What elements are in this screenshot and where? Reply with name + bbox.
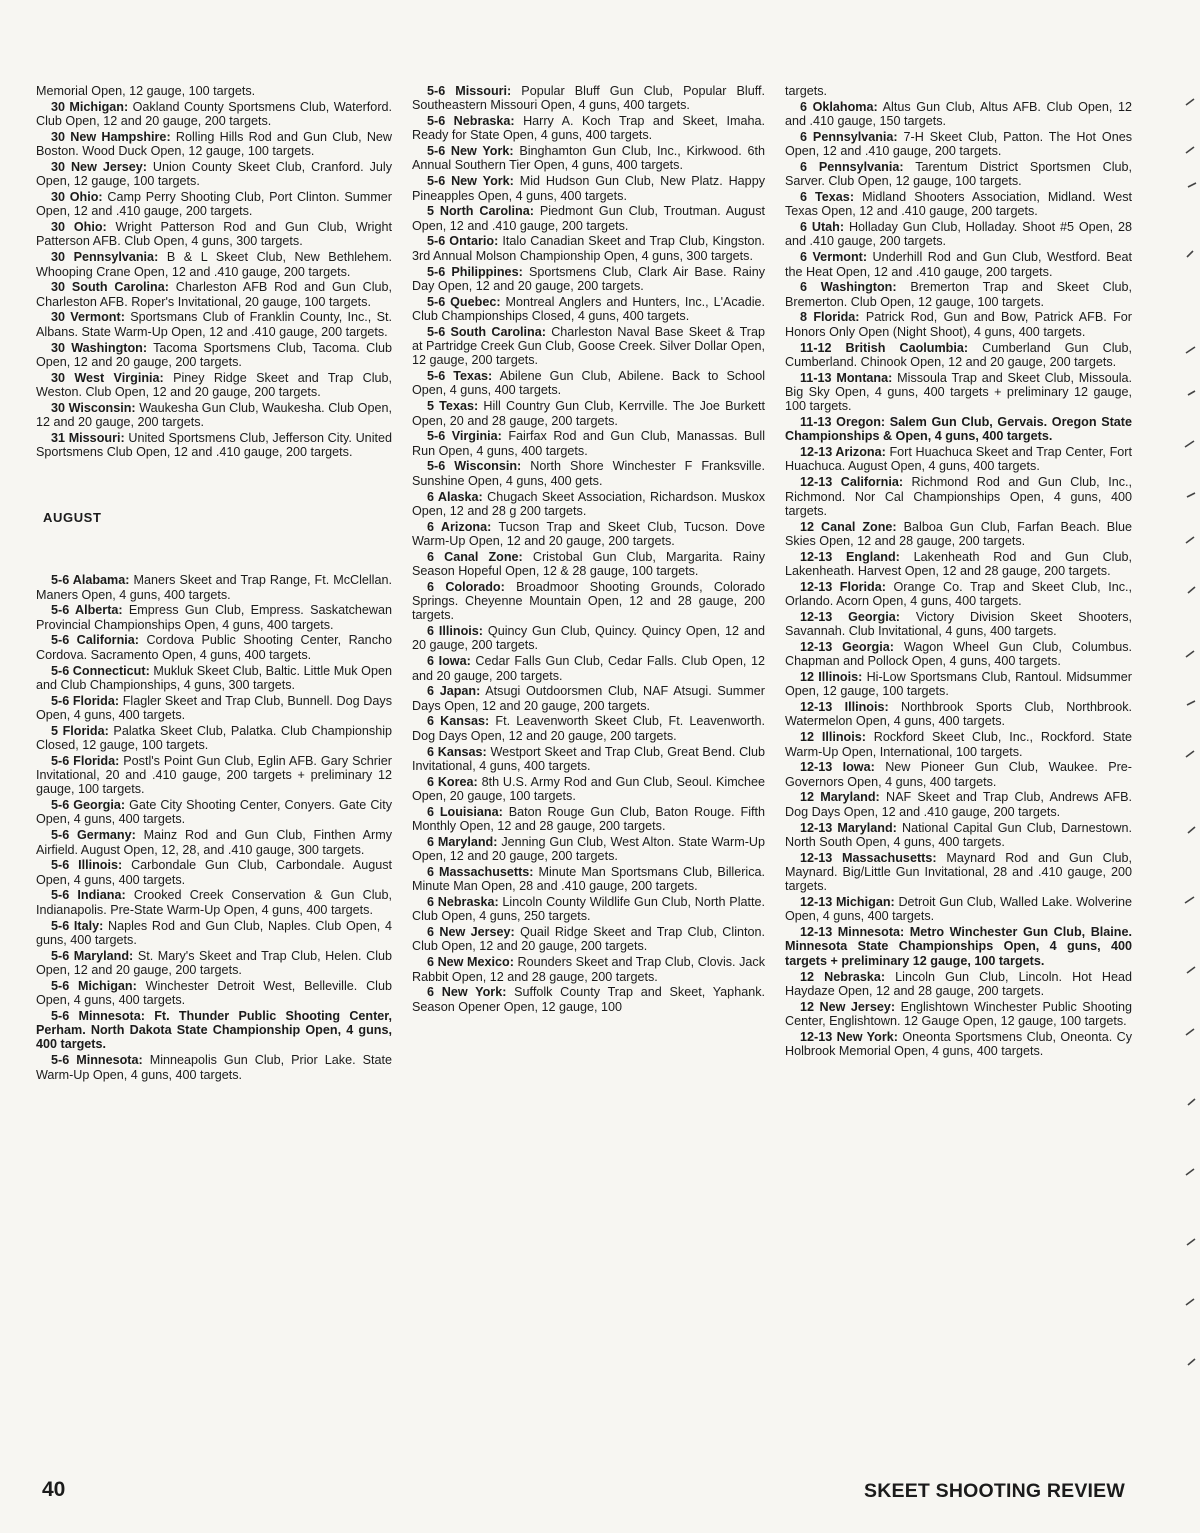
listing-date-state: 6 Pennsylvania:: [800, 159, 904, 174]
listing-date-state: 12-13 Massachusetts:: [800, 850, 937, 865]
shoot-listing: [412, 805, 765, 834]
shoot-listing: [785, 520, 1132, 549]
listing-details: Detroit Gun Club, Walled Lake. Wolverine Open, 4 guns, 400 targets.: [785, 895, 1133, 924]
listing-date-state: 5-6 New York:: [427, 144, 514, 159]
listing-details: Lincoln County Wildlife Gun Club, North Platte. Club Open, 4 guns, 250 targets.: [412, 895, 765, 924]
listing-details: Suffolk County Trap and Skeet, Yaphank. Season Opener Open, 12 gauge, 100: [412, 985, 765, 1014]
listing-details: Maynard Rod and Gun Club, Maynard. Big/Little Gun Invitational, 28 and .410 gauge, 200 targets.: [785, 850, 1133, 894]
shoot-listing: [36, 84, 392, 98]
listing-date-state: 30 Wisconsin:: [51, 400, 136, 415]
listing-details: Carbondale Gun Club, Carbondale. August Open, 4 guns, 400 targets.: [36, 858, 393, 887]
listing-date-state: 30 Michigan:: [51, 99, 129, 114]
shoot-listing: [36, 888, 392, 917]
listing-details: Mukluk Skeet Club, Baltic. Little Muk Open and Club Championships, 4 guns, 300 targets.: [36, 663, 392, 692]
shoot-listing: [785, 760, 1132, 789]
shoot-listing: [36, 160, 392, 189]
listing-date-state: 6 New Jersey:: [427, 925, 515, 940]
shoot-listing: [785, 250, 1132, 279]
listing-date-state: 6 Texas:: [800, 190, 855, 205]
listing-details: Ft. Leavenworth Skeet Club, Ft. Leavenworth. Dog Days Open, 12 and 20 gauge, 200 targets.: [412, 714, 765, 743]
listing-column-right: [785, 84, 1132, 1060]
listing-details: Minute Man Sportsmans Club, Billerica. Minute Man Open, 28 and .410 gauge, 200 targets.: [412, 864, 766, 894]
listing-date-state: 12 Maryland:: [800, 790, 880, 805]
listing-details: Cumberland Gun Club, Cumberland. Chinook Open, 12 and 20 gauge, 200 targets.: [785, 340, 1132, 369]
listing-details: Cordova Public Shooting Center, Rancho Cordova. Sacramento Open, 4 guns, 400 targets.: [36, 633, 392, 662]
shoot-listing: [412, 955, 765, 984]
magazine-title: SKEET SHOOTING REVIEW: [864, 1480, 1125, 1502]
listing-date-state: 12-13 New York:: [800, 1029, 898, 1044]
shoot-listing: [412, 925, 765, 954]
listing-date-state: 12-13 Georgia:: [800, 609, 900, 624]
shoot-listing: [36, 190, 392, 219]
listing-details: Winchester Detroit West, Belleville. Club Open, 4 guns, 400 targets.: [36, 978, 392, 1008]
listing-date-state: 5-6 Maryland:: [51, 948, 134, 963]
listing-details: Popular Bluff Gun Club, Popular Bluff. Southeastern Missouri Open, 4 guns, 400 targets.: [412, 84, 765, 113]
shoot-listing: [412, 520, 765, 549]
listing-date-state: 6 New York:: [427, 985, 507, 1000]
shoot-listing: [36, 798, 392, 827]
listing-details: Lakenheath Rod and Gun Club, Lakenheath. Harvest Open, 12 and 28 gauge, 200 targets.: [785, 549, 1132, 578]
listing-details: Tarentum District Sportsmen Club, Sarver. Club Open, 12 gauge, 100 targets.: [785, 159, 1133, 189]
listing-details: Cedar Falls Gun Club, Cedar Falls. Club Open, 12 and 20 gauge, 200 targets.: [412, 654, 765, 683]
listing-details: Rockford Skeet Club, Inc., Rockford. State Warm-Up Open, International, 100 targets.: [785, 730, 1133, 759]
listing-date-state: 30 Pennsylvania:: [51, 250, 159, 265]
listing-date-state: 12-13 Arizona:: [800, 445, 886, 460]
shoot-listing: [412, 654, 765, 683]
listing-date-state: 11-13 Oregon:: [800, 415, 886, 430]
shoot-listing: [36, 401, 392, 430]
listing-date-state: 12-13 England:: [800, 549, 900, 564]
listing-details: Montreal Anglers and Hunters, Inc., L'Acadie. Club Championships Closed, 4 guns, 400 targets.: [412, 294, 766, 323]
page-number: 40: [42, 1478, 66, 1501]
shoot-listing: [785, 280, 1132, 309]
shoot-listing: [36, 603, 392, 632]
listing-date-state: 12 Illinois:: [800, 670, 863, 685]
listing-date-state: 5-6 Nebraska:: [427, 114, 515, 129]
listing-date-state: 30 Vermont:: [51, 310, 125, 325]
listing-details: Englishtown Winchester Public Shooting Center, Englishtown. 12 Gauge Open, 12 gauge, 100 targets.: [785, 999, 1132, 1028]
listing-date-state: 6 Illinois:: [427, 624, 483, 639]
listing-details: 8th U.S. Army Rod and Gun Club, Seoul. Kimchee Open, 20 gauge, 100 targets.: [412, 774, 765, 803]
shoot-listing: [36, 858, 392, 887]
listing-details: Jenning Gun Club, West Alton. State Warm-Up Open, 12 and 20 gauge, 200 targets.: [412, 834, 765, 864]
shoot-listing: [412, 684, 765, 713]
listing-details: Palatka Skeet Club, Palatka. Club Championship Closed, 12 gauge, 100 targets.: [36, 723, 392, 752]
shoot-listing: [785, 310, 1132, 339]
listing-date-state: 6 Nebraska:: [427, 895, 499, 910]
listing-details: Waukesha Gun Club, Waukesha. Club Open, 12 and 20 gauge, 200 targets.: [36, 400, 392, 430]
shoot-listing: [785, 160, 1132, 189]
shoot-listing: [785, 1030, 1132, 1059]
listing-date-state: 5-6 Texas:: [427, 369, 493, 384]
listing-date-state: 6 Colorado:: [427, 579, 505, 594]
listing-date-state: 5-6 Minnesota:: [51, 1053, 143, 1068]
shoot-listing: [412, 399, 765, 428]
listing-details: Atsugi Outdoorsmen Club, NAF Atsugi. Summer Days Open, 12 and 20 gauge, 200 targets.: [412, 684, 765, 713]
listing-date-state: 5-6 South Carolina:: [427, 324, 546, 339]
listing-date-state: 6 Washington:: [800, 280, 897, 295]
section-spacer: [36, 461, 392, 511]
listing-date-state: 30 Ohio:: [51, 190, 103, 205]
listing-details: Camp Perry Shooting Club, Port Clinton. Summer Open, 12 and .410 gauge, 200 targets.: [36, 190, 392, 219]
listing-date-state: 11-13 Montana:: [800, 370, 893, 385]
shoot-listing: [412, 550, 765, 579]
listing-date-state: 12 Canal Zone:: [800, 519, 897, 534]
listing-details: Naples Rod and Gun Club, Naples. Club Open, 4 guns, 400 targets.: [36, 918, 392, 947]
shoot-listing: [412, 865, 765, 894]
listing-date-state: 6 Kansas:: [427, 714, 490, 729]
listing-date-state: 5-6 Italy:: [51, 918, 104, 933]
shoot-listing: [785, 550, 1132, 579]
listing-date-state: 6 Massachusetts:: [427, 864, 534, 879]
listing-date-state: 5-6 Illinois:: [51, 858, 123, 873]
shoot-listing: [412, 144, 765, 173]
shoot-listing: [412, 265, 765, 294]
listing-details: Abilene Gun Club, Abilene. Back to School Open, 4 guns, 400 targets.: [412, 369, 765, 398]
listing-date-state: 5-6 Missouri:: [427, 84, 512, 98]
listing-details: Metro Winchester Gun Club, Blaine. Minnesota State Championships Open, 4 guns, 400 targets + preliminary 12 gauge, 100 targets.: [785, 925, 1132, 968]
shoot-listing: [785, 415, 1132, 444]
shoot-listing: [412, 204, 765, 233]
listing-column-left: [36, 84, 392, 1083]
shoot-listing: [36, 949, 392, 978]
listing-date-state: 30 West Virginia:: [51, 370, 164, 385]
listing-details: Flagler Skeet and Trap Club, Bunnell. Dog Days Open, 4 guns, 400 targets.: [36, 693, 392, 722]
listing-details: Orange Co. Trap and Skeet Club, Inc., Orlando. Acorn Open, 4 guns, 400 targets.: [785, 579, 1133, 609]
listing-date-state: 30 Washington:: [51, 340, 148, 355]
shoot-listing: [412, 84, 765, 113]
shoot-listing: [412, 114, 765, 143]
shoot-listing: [36, 130, 392, 159]
shoot-listing: [412, 490, 765, 519]
listing-date-state: 12-13 Georgia:: [800, 639, 894, 654]
shoot-listing: [36, 371, 392, 400]
listing-details: Richmond Rod and Gun Club, Inc., Richmond. Nor Cal Championships Open, 4 guns, 400 targets.: [785, 475, 1132, 518]
shoot-listing: [36, 1053, 392, 1082]
shoot-listing: [36, 664, 392, 693]
listing-details: St. Mary's Skeet and Trap Club, Helen. Club Open, 12 and 20 gauge, 200 targets.: [36, 948, 393, 977]
listing-date-state: 12-13 Minnesota:: [800, 925, 905, 940]
listing-details: Altus Gun Club, Altus AFB. Club Open, 12 and .410 gauge, 150 targets.: [785, 99, 1133, 129]
shoot-listing: [785, 580, 1132, 609]
listing-details: Wagon Wheel Gun Club, Columbus. Chapman and Pollock Open, 4 guns, 400 targets.: [785, 639, 1133, 669]
listing-details: Underhill Rod and Gun Club, Westford. Beat the Heat Open, 12 and .410 gauge, 200 targets.: [785, 250, 1132, 279]
listing-details: Missoula Trap and Skeet Club, Missoula. Big Sky Open, 4 guns, 400 targets + preliminary 12 gauge, 100 targets.: [785, 370, 1133, 414]
shoot-listing: [36, 431, 392, 460]
listing-date-state: 6 Canal Zone:: [427, 549, 523, 564]
listing-details: National Capital Gun Club, Darnestown. North South Open, 4 guns, 400 targets.: [785, 820, 1132, 849]
listing-date-state: 6 Maryland:: [427, 834, 498, 849]
listing-details: Gate City Shooting Center, Conyers. Gate City Open, 4 guns, 400 targets.: [36, 798, 393, 827]
shoot-listing: [785, 895, 1132, 924]
listing-details: targets.: [785, 84, 827, 98]
listing-date-state: 5-6 Philippines:: [427, 264, 523, 279]
listing-details: Minneapolis Gun Club, Prior Lake. State Warm-Up Open, 4 guns, 400 targets.: [36, 1053, 392, 1082]
listing-details: Northbrook Sports Club, Northbrook. Watermelon Open, 4 guns, 400 targets.: [785, 700, 1133, 729]
listing-details: Midland Shooters Association, Midland. West Texas Open, 12 and .410 gauge, 200 targets.: [785, 190, 1132, 219]
listing-details: Piedmont Gun Club, Troutman. August Open, 12 and .410 gauge, 200 targets.: [412, 204, 765, 233]
shoot-listing: [36, 100, 392, 129]
listing-details: 7-H Skeet Club, Patton. The Hot Ones Open, 12 and .410 gauge, 200 targets.: [785, 129, 1133, 159]
listing-date-state: 31 Missouri:: [51, 430, 125, 445]
listing-date-state: 5-6 California:: [51, 633, 139, 648]
listing-date-state: 5 Florida:: [51, 723, 109, 738]
listing-date-state: 6 Japan:: [427, 684, 481, 699]
listing-details: Baton Rouge Gun Club, Baton Rouge. Fifth Monthly Open, 12 and 28 gauge, 200 targets.: [412, 804, 766, 834]
listing-date-state: 12 Nebraska:: [800, 969, 886, 984]
shoot-listing: [785, 851, 1132, 894]
shoot-listing: [36, 310, 392, 339]
listing-details: Crooked Creek Conservation & Gun Club, Indianapolis. Pre-State Warm-Up Open, 4 guns, 400 targets.: [36, 888, 393, 917]
shoot-listing: [785, 190, 1132, 219]
shoot-listing: [412, 714, 765, 743]
shoot-listing: [785, 84, 1132, 98]
listing-date-state: 5-6 Indiana:: [51, 888, 126, 903]
listing-date-state: 6 New Mexico:: [427, 955, 514, 970]
listing-date-state: 30 Ohio:: [51, 220, 107, 235]
shoot-listing: [785, 475, 1132, 518]
listing-date-state: 12-13 Maryland:: [800, 820, 897, 835]
shoot-listing: [36, 220, 392, 249]
listing-date-state: 5-6 Alabama:: [51, 573, 130, 588]
shoot-listing: [36, 724, 392, 753]
shoot-listing: [785, 730, 1132, 759]
shoot-listing: [36, 341, 392, 370]
listing-details: Quail Ridge Skeet and Trap Club, Clinton. Club Open, 12 and 20 gauge, 200 targets.: [412, 925, 765, 954]
shoot-listing: [412, 325, 765, 368]
listing-details: Wright Patterson Rod and Gun Club, Wright Patterson AFB. Club Open, 4 guns, 300 targets.: [36, 220, 392, 249]
listing-details: New Pioneer Gun Club, Waukee. Pre-Governors Open, 4 guns, 400 targets.: [785, 760, 1133, 789]
listing-date-state: 6 Iowa:: [427, 654, 471, 669]
listing-date-state: 5-6 Minnesota:: [51, 1008, 145, 1023]
shoot-listing: [36, 919, 392, 948]
shoot-listing: [785, 371, 1132, 414]
listing-details: B & L Skeet Club, New Bethlehem. Whooping Crane Open, 12 and .410 gauge, 200 targets.: [36, 250, 393, 279]
listing-details: NAF Skeet and Trap Club, Andrews AFB. Dog Days Open, 12 and .410 gauge, 200 targets.: [785, 790, 1132, 819]
shoot-listing: [785, 130, 1132, 159]
listing-date-state: 30 New Jersey:: [51, 159, 147, 174]
listing-date-state: 5-6 Georgia:: [51, 798, 126, 813]
binding-edge-marks: [1180, 95, 1200, 1395]
shoot-listing: [412, 580, 765, 623]
shoot-listing: [785, 1000, 1132, 1029]
listing-date-state: 12-13 Illinois:: [800, 700, 889, 715]
shoot-listing: [36, 633, 392, 662]
listing-details: Salem Gun Club, Gervais. Oregon State Championships & Open, 4 guns, 400 targets.: [785, 415, 1132, 444]
shoot-listing: [785, 100, 1132, 129]
listing-details: Harry A. Koch Trap and Skeet, Imaha. Ready for State Open, 4 guns, 400 targets.: [412, 114, 765, 143]
listing-date-state: 12 Illinois:: [800, 730, 866, 745]
shoot-listing: [36, 1009, 392, 1052]
listing-details: Quincy Gun Club, Quincy. Quincy Open, 12 and 20 gauge, 200 targets.: [412, 624, 765, 653]
shoot-listing: [785, 640, 1132, 669]
shoot-listing: [785, 821, 1132, 850]
listing-details: Tacoma Sportsmens Club, Tacoma. Club Open, 12 and 20 gauge, 200 targets.: [36, 340, 392, 369]
listing-date-state: 5-6 Florida:: [51, 693, 120, 708]
listing-details: Broadmoor Shooting Grounds, Colorado Springs. Cheyenne Mountain Open, 12 and 28 gauge, 200 targets.: [412, 579, 766, 623]
listing-column-middle: [412, 84, 765, 1015]
listing-date-state: 12-13 Iowa:: [800, 760, 875, 775]
listing-details: Patrick Rod, Gun and Bow, Patrick AFB. For Honors Only Open (Night Shoot), 4 guns, 400 targets.: [785, 310, 1132, 339]
listing-date-state: 6 Alaska:: [427, 489, 483, 504]
listing-details: Holladay Gun Club, Holladay. Shoot #5 Open, 28 and .410 gauge, 200 targets.: [785, 220, 1133, 249]
shoot-listing: [36, 979, 392, 1008]
shoot-listing: [412, 985, 765, 1014]
listing-date-state: 6 Vermont:: [800, 250, 868, 265]
listing-date-state: 6 Utah:: [800, 220, 845, 235]
shoot-listing: [412, 745, 765, 774]
listing-details: Oneonta Sportsmens Club, Oneonta. Cy Holbrook Memorial Open, 4 guns, 400 targets.: [785, 1029, 1132, 1058]
shoot-listing: [412, 835, 765, 864]
shoot-listing: [785, 220, 1132, 249]
listing-details: Oakland County Sportsmens Club, Waterford. Club Open, 12 and 20 gauge, 200 targets.: [36, 99, 393, 129]
listing-date-state: 6 Arizona:: [427, 519, 492, 534]
listing-date-state: 30 New Hampshire:: [51, 129, 171, 144]
listing-date-state: 12 New Jersey:: [800, 999, 896, 1014]
listing-details: Maners Skeet and Trap Range, Ft. McClellan. Maners Open, 4 guns, 400 targets.: [36, 573, 392, 602]
listing-date-state: 6 Kansas:: [427, 744, 487, 759]
shoot-listing: [36, 573, 392, 602]
listing-details: Hill Country Gun Club, Kerrville. The Joe Burkett Open, 20 and 28 gauge, 200 targets.: [412, 399, 766, 428]
listing-details: Binghamton Gun Club, Inc., Kirkwood. 6th Annual Southern Tier Open, 4 guns, 400 targets.: [412, 144, 765, 173]
listing-details: Hi-Low Sportsmans Club, Rantoul. Midsummer Open, 12 gauge, 100 targets.: [785, 670, 1132, 699]
shoot-listing: [785, 341, 1132, 370]
shoot-listing: [785, 700, 1132, 729]
listing-details: Sportsmans Club of Franklin County, Inc., St. Albans. State Warm-Up Open, 12 and .410 gauge, 200 targets.: [36, 310, 393, 339]
listing-details: Victory Division Skeet Shooters, Savannah. Club Invitational, 4 guns, 400 targets.: [785, 609, 1132, 639]
listing-date-state: 6 Korea:: [427, 774, 478, 789]
listing-date-state: 6 Pennsylvania:: [800, 129, 898, 144]
shoot-listing: [412, 369, 765, 398]
shoot-listing: [36, 694, 392, 723]
listing-details: Balboa Gun Club, Farfan Beach. Blue Skies Open, 12 and 28 gauge, 200 targets.: [785, 519, 1132, 548]
listing-date-state: 12-13 Florida:: [800, 579, 886, 594]
shoot-listing: [36, 250, 392, 279]
listing-details: North Shore Winchester F Franksville. Sunshine Open, 4 guns, 400 gets.: [412, 459, 766, 488]
listing-date-state: 5-6 Germany:: [51, 828, 136, 843]
month-heading: AUGUST: [43, 509, 102, 525]
listing-details: Mainz Rod and Gun Club, Finthen Army Airfield. August Open, 12, 28, and .410 gauge, 300 targets.: [36, 828, 393, 857]
listing-details: Charleston Naval Base Skeet & Trap at Partridge Creek Gun Club, Goose Creek. Silver Dollar Open, 12 gauge, 200 targets.: [412, 324, 766, 368]
shoot-listing: [412, 429, 765, 458]
listing-details: Italo Canadian Skeet and Trap Club, Kingston. 3rd Annual Molson Championship Open, 4 guns, 300 targets.: [412, 234, 766, 263]
listing-date-state: 5-6 Ontario:: [427, 234, 499, 249]
listing-date-state: 11-12 British Caolumbia:: [800, 340, 969, 355]
listing-date-state: 5-6 Quebec:: [427, 294, 501, 309]
listing-details: Chugach Skeet Association, Richardson. Muskox Open, 12 and 28 g 200 targets.: [412, 489, 765, 518]
listing-details: Lincoln Gun Club, Lincoln. Hot Head Haydaze Open, 12 and 28 gauge, 200 targets.: [785, 969, 1132, 998]
listing-date-state: 30 South Carolina:: [51, 280, 169, 295]
listing-details: Charleston AFB Rod and Gun Club, Charleston AFB. Roper's Invitational, 20 gauge, 100 targets.: [36, 280, 393, 309]
listing-date-state: 5-6 Virginia:: [427, 429, 502, 444]
listing-date-state: 5-6 Michigan:: [51, 978, 137, 993]
listing-date-state: 5-6 Wisconsin:: [427, 459, 522, 474]
shoot-listing: [785, 445, 1132, 474]
listing-details: Tucson Trap and Skeet Club, Tucson. Dove Warm-Up Open, 12 and 20 gauge, 200 targets.: [412, 519, 765, 548]
shoot-listing: [36, 828, 392, 857]
shoot-listing: [412, 174, 765, 203]
listing-details: Ft. Thunder Public Shooting Center, Perham. North Dakota State Championship Open, 4 guns, 400 targets.: [36, 1008, 393, 1052]
listing-details: Fairfax Rod and Gun Club, Manassas. Bull Run Open, 4 guns, 400 targets.: [412, 429, 766, 458]
listing-date-state: 5-6 New York:: [427, 174, 514, 189]
shoot-listing: [785, 790, 1132, 819]
shoot-listing: [785, 610, 1132, 639]
listing-details: Union County Skeet Club, Cranford. July Open, 12 gauge, 100 targets.: [36, 159, 392, 189]
listing-date-state: 12-13 California:: [800, 475, 904, 490]
shoot-listing: [36, 280, 392, 309]
shoot-listing: [412, 459, 765, 488]
listing-details: Rounders Skeet and Trap Club, Clovis. Jack Rabbit Open, 12 and 28 gauge, 200 targets.: [412, 955, 765, 984]
shoot-listing: [785, 970, 1132, 999]
listing-date-state: 5-6 Connecticut:: [51, 663, 150, 678]
listing-details: Rolling Hills Rod and Gun Club, New Boston. Wood Duck Open, 12 gauge, 100 targets.: [36, 129, 393, 159]
listing-date-state: 6 Louisiana:: [427, 804, 503, 819]
listing-date-state: 5-6 Alberta:: [51, 603, 123, 618]
listing-details: Bremerton Trap and Skeet Club, Bremerton. Club Open, 12 gauge, 100 targets.: [785, 280, 1133, 309]
listing-date-state: 5-6 Florida:: [51, 753, 120, 768]
listing-details: Piney Ridge Skeet and Trap Club, Weston. Club Open, 12 and 20 gauge, 200 targets.: [36, 370, 392, 399]
shoot-listing: [412, 624, 765, 653]
listing-details: Sportsmens Club, Clark Air Base. Rainy Day Open, 12 and 20 gauge, 200 targets.: [412, 264, 766, 293]
shoot-listing: [785, 925, 1132, 968]
listing-date-state: 6 Oklahoma:: [800, 99, 878, 114]
shoot-listing: [785, 670, 1132, 699]
listing-details: Postl's Point Gun Club, Eglin AFB. Gary Schrier Invitational, 20 and .410 gauge, 200 targets + preliminary 12 gauge, 100 targets.: [36, 753, 392, 797]
listing-date-state: 5 North Carolina:: [427, 204, 534, 219]
listing-date-state: 12-13 Michigan:: [800, 895, 895, 910]
listing-date-state: 5 Texas:: [427, 399, 479, 414]
listing-details: Fort Huachuca Skeet and Trap Center, Fort Huachuca. August Open, 4 guns, 400 targets.: [785, 445, 1132, 474]
listing-details: Mid Hudson Gun Club, New Platz. Happy Pineapples Open, 4 guns, 400 targets.: [412, 174, 765, 203]
shoot-listing: [412, 775, 765, 804]
shoot-listing: [412, 234, 765, 263]
listing-details: Empress Gun Club, Empress. Saskatchewan Provincial Championships Open, 4 guns, 400 targets.: [36, 603, 392, 632]
listing-details: Memorial Open, 12 gauge, 100 targets.: [36, 84, 256, 98]
shoot-listing: [36, 754, 392, 797]
listing-date-state: 8 Florida:: [800, 310, 860, 325]
listing-details: United Sportsmens Club, Jefferson City. United Sportsmens Club Open, 12 and .410 gauge, 200 targets.: [36, 430, 392, 460]
listing-details: Cristobal Gun Club, Margarita. Rainy Season Hopeful Open, 12 & 28 gauge, 100 targets.: [412, 549, 766, 578]
shoot-listing: [412, 895, 765, 924]
listing-details: Westport Skeet and Trap Club, Great Bend. Club Invitational, 4 guns, 400 targets.: [412, 744, 765, 773]
shoot-listing: [412, 295, 765, 324]
